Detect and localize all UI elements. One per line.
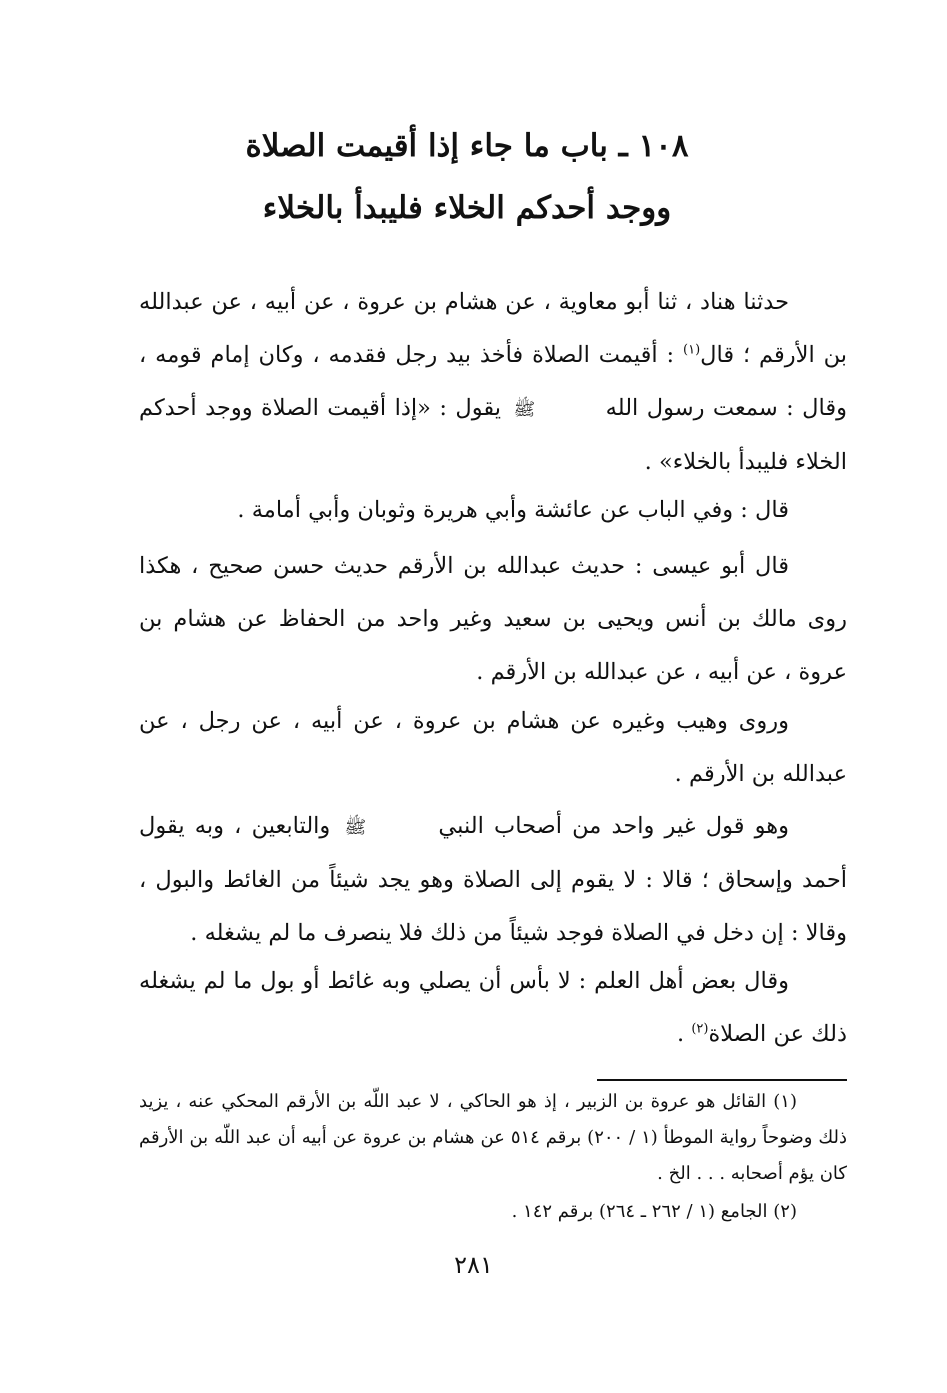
footnote-marker-1: (١) bbox=[683, 342, 701, 358]
alternate-chain-text: وروى وهيب وغيره عن هشام بن عروة ، عن أبيه ، عن رجل ، عن عبدالله بن الأرقم . bbox=[139, 708, 847, 787]
page-number: ٢٨١ bbox=[454, 1251, 493, 1279]
scholars-opinion-paragraph bbox=[139, 800, 847, 960]
other-opinion-text-end: . bbox=[677, 1021, 692, 1047]
hadith-text-part-3: يقول : «إذا أقيمت الصلاة ووجد أحدكم الخلاء فليبدأ بالخلاء» . bbox=[139, 395, 847, 475]
footnote-marker-2: (٢) bbox=[691, 1021, 709, 1037]
footnote-divider bbox=[597, 1079, 847, 1081]
hadith-text-part-1: حدثنا هناد ، ثنا أبو معاوية ، عن هشام بن عروة ، عن أبيه ، عن عبدالله بن الأرقم ؛ قال bbox=[139, 289, 847, 368]
scholars-opinion-text-part-1: وهو قول غير واحد من أصحاب النبي bbox=[428, 813, 789, 839]
hadith-text-part-2: : أقيمت الصلاة فأخذ بيد رجل فقدمه ، وكان إمام قومه ، وقال : سمعت رسول الله bbox=[139, 342, 848, 421]
footnote-1: (١) القائل هو عروة بن الزبير ، إذ هو الحاكي ، لا عبد اللّه بن الأرقم المحكي عنه ، يزيد ذلك وضوحاً رواية الموطأ (١ / ٢٠٠) برقم ٥١٤ عن هشام بن عروة عن أبيه أن عبد اللّه بن الأرقم كان يؤم أصحابه . . . الخ . bbox=[139, 1091, 847, 1184]
chapter-references-paragraph bbox=[139, 484, 847, 537]
salawat-seal-icon: ﷺ bbox=[344, 817, 367, 838]
grading-text: قال أبو عيسى : حديث عبدالله بن الأرقم حديث حسن صحيح ، هكذا روى مالك بن أنس ويحيى بن سعيد وغير واحد من الحفاظ عن هشام بن عروة ، عن أبيه ، عن عبدالله بن الأرقم . bbox=[139, 553, 847, 685]
hadith-paragraph bbox=[139, 276, 847, 489]
chapter-heading-line-1: ١٠٨ ـ باب ما جاء إذا أقيمت الصلاة bbox=[245, 128, 689, 164]
footnote-2: (٢) الجامع (١ / ٢٦٢ ـ ٢٦٤) برقم ١٤٢ . bbox=[511, 1201, 797, 1222]
scholars-opinion-text-part-2: والتابعين ، وبه يقول أحمد وإسحاق ؛ قالا : لا يقوم إلى الصلاة وهو يجد شيئاً من الغائط والبول ، وقالا : إن دخل في الصلاة فوجد شيئاً من ذلك فلا ينصرف ما لم يشغله . bbox=[139, 813, 848, 946]
alternate-chain-paragraph bbox=[139, 695, 847, 801]
salawat-seal-icon: ﷺ bbox=[513, 399, 536, 420]
chapter-references-text: قال : وفي الباب عن عائشة وأبي هريرة وثوبان وأبي أمامة . bbox=[237, 497, 789, 523]
other-opinion-paragraph bbox=[139, 955, 847, 1061]
grading-paragraph bbox=[139, 540, 847, 699]
other-opinion-text: وقال بعض أهل العلم : لا بأس أن يصلي وبه غائط أو بول ما لم يشغله ذلك عن الصلاة bbox=[139, 968, 847, 1047]
footnotes-section bbox=[139, 1084, 847, 1230]
chapter-heading-line-2: ووجد أحدكم الخلاء فليبدأ بالخلاء bbox=[262, 190, 672, 226]
